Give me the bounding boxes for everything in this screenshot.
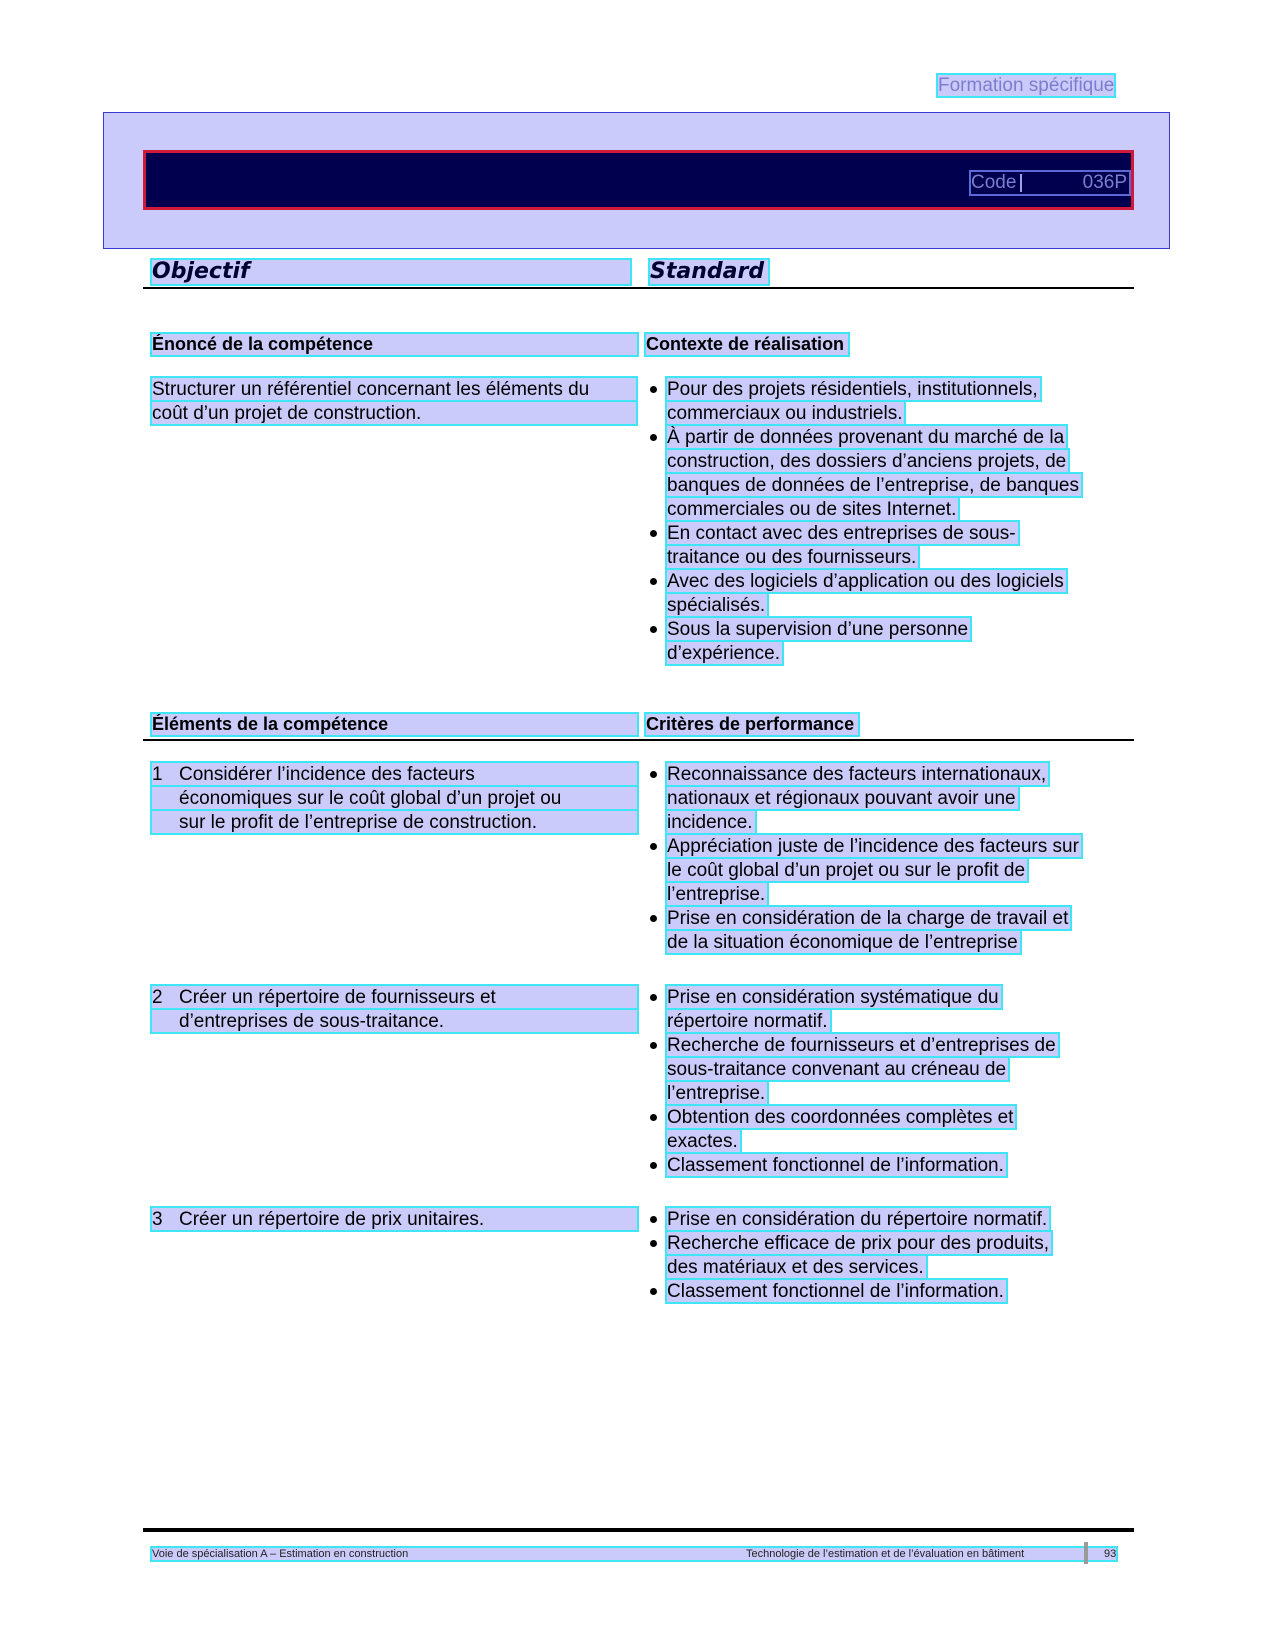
list-item [647,835,1127,905]
bullet-icon [647,1208,667,1230]
list-item [647,907,1127,953]
bullet-icon [647,1232,667,1254]
code-label: Code [971,172,1017,193]
contexte-list [647,378,1127,666]
list-item [647,986,1127,1032]
list-item [647,1232,1127,1278]
enonce-line: Structurer un référentiel concernant les éléments du [152,378,636,400]
element-line: Considérer l’incidence des facteurs [179,764,475,785]
item-line: d’expérience. [667,643,781,664]
bullet-icon [647,618,667,640]
footer-right-text: Technologie de l’estimation et de l’évaluation en bâtiment [746,1548,1025,1560]
list-item [647,1034,1127,1104]
list-item [647,378,1127,424]
element-number: 3 [152,1209,163,1230]
bullet-icon [647,1106,667,1128]
element-line: économiques sur le coût global d’un projet ou [179,788,562,809]
item-line: Recherche efficace de prix pour des produits, [667,1233,1049,1254]
item-line: Prise en considération systématique du [667,987,999,1008]
bullet-icon [647,763,667,785]
list-item [647,1208,1127,1230]
competence-element [152,986,637,1034]
element-line: Créer un répertoire de fournisseurs et [179,987,496,1008]
item-line: commerciaux ou industriels. [667,403,903,424]
item-line: exactes. [667,1131,738,1152]
item-line: de la situation économique de l’entreprise [667,932,1018,953]
item-line: l’entreprise. [667,1083,766,1104]
item-line: le coût global d’un projet ou sur le profit de [667,860,1026,881]
item-line: nationaux et régionaux pouvant avoir une [667,788,1016,809]
item-line: commerciales ou de sites Internet. [667,499,957,520]
item-line: Classement fonctionnel de l’information. [667,1155,1004,1176]
item-line: l’entreprise. [667,884,766,905]
item-line: construction, des dossiers d’anciens projets, de [667,451,1067,472]
bullet-icon [647,986,667,1008]
competence-element [152,1208,637,1232]
item-line: sous-traitance convenant au créneau de [667,1059,1007,1080]
bullet-icon [647,426,667,448]
code-value: 036P [1082,172,1127,193]
bullet-icon [647,1280,667,1302]
standard-heading: Standard [650,260,768,284]
code-separator [1020,174,1022,192]
page-number: 93 [1104,1548,1117,1560]
footer-separator [1084,1542,1088,1564]
elements-title: Éléments de la compétence [152,714,637,735]
bullet-icon [647,378,667,400]
element-line: Créer un répertoire de prix unitaires. [179,1209,485,1230]
item-line: Appréciation juste de l’incidence des facteurs sur [667,836,1079,857]
code-field [971,172,1129,194]
section-label: Formation spécifique [938,75,1115,96]
item-line: Reconnaissance des facteurs internationaux, [667,764,1047,785]
divider [143,739,1134,741]
list-item [647,1280,1127,1302]
item-line: Classement fonctionnel de l’information. [667,1281,1004,1302]
item-line: Pour des projets résidentiels, institutionnels, [667,379,1038,400]
item-line: répertoire normatif. [667,1011,828,1032]
item-line: banques de données de l’entreprise, de banques [667,475,1079,496]
list-item [647,763,1127,833]
item-line: À partir de données provenant du marché de la [667,427,1065,448]
item-line: Avec des logiciels d’application ou des logiciels [667,571,1064,592]
footer-left-text: Voie de spécialisation A – Estimation en construction [152,1548,409,1560]
item-line: Prise en considération du répertoire normatif. [667,1209,1048,1230]
competence-element [152,763,637,835]
item-line: Prise en considération de la charge de travail et [667,908,1069,929]
list-item [647,426,1127,520]
criteria-list [647,1208,1127,1304]
footer-divider [143,1528,1134,1532]
objective-heading: Objectif [152,260,630,284]
enonce-line: coût d’un projet de construction. [152,402,636,424]
criteres-title: Critères de performance [646,714,858,735]
enonce-title: Énoncé de la compétence [152,334,637,355]
item-line: spécialisés. [667,595,766,616]
element-number: 1 [152,764,163,785]
bullet-icon [647,835,667,857]
list-item [647,522,1127,568]
item-line: Obtention des coordonnées complètes et [667,1107,1014,1128]
item-line: Sous la supervision d’une personne [667,619,969,640]
element-line: d’entreprises de sous-traitance. [179,1011,445,1032]
element-number: 2 [152,987,163,1008]
bullet-icon [647,522,667,544]
criteria-list [647,763,1127,955]
criteria-list [647,986,1127,1178]
bullet-icon [647,907,667,929]
bullet-icon [647,570,667,592]
list-item [647,570,1127,616]
bullet-icon [647,1034,667,1056]
list-item [647,1106,1127,1152]
page-footer [152,1548,1116,1560]
list-item [647,1154,1127,1176]
divider [143,287,1134,289]
list-item [647,618,1127,664]
item-line: En contact avec des entreprises de sous- [667,523,1016,544]
item-line: incidence. [667,812,753,833]
enonce-text [152,378,636,426]
item-line: Recherche de fournisseurs et d’entreprises de [667,1035,1056,1056]
contexte-title: Contexte de réalisation [646,334,848,355]
item-line: des matériaux et des services. [667,1257,924,1278]
bullet-icon [647,1154,667,1176]
element-line: sur le profit de l’entreprise de construction. [179,812,538,833]
item-line: traitance ou des fournisseurs. [667,547,917,568]
